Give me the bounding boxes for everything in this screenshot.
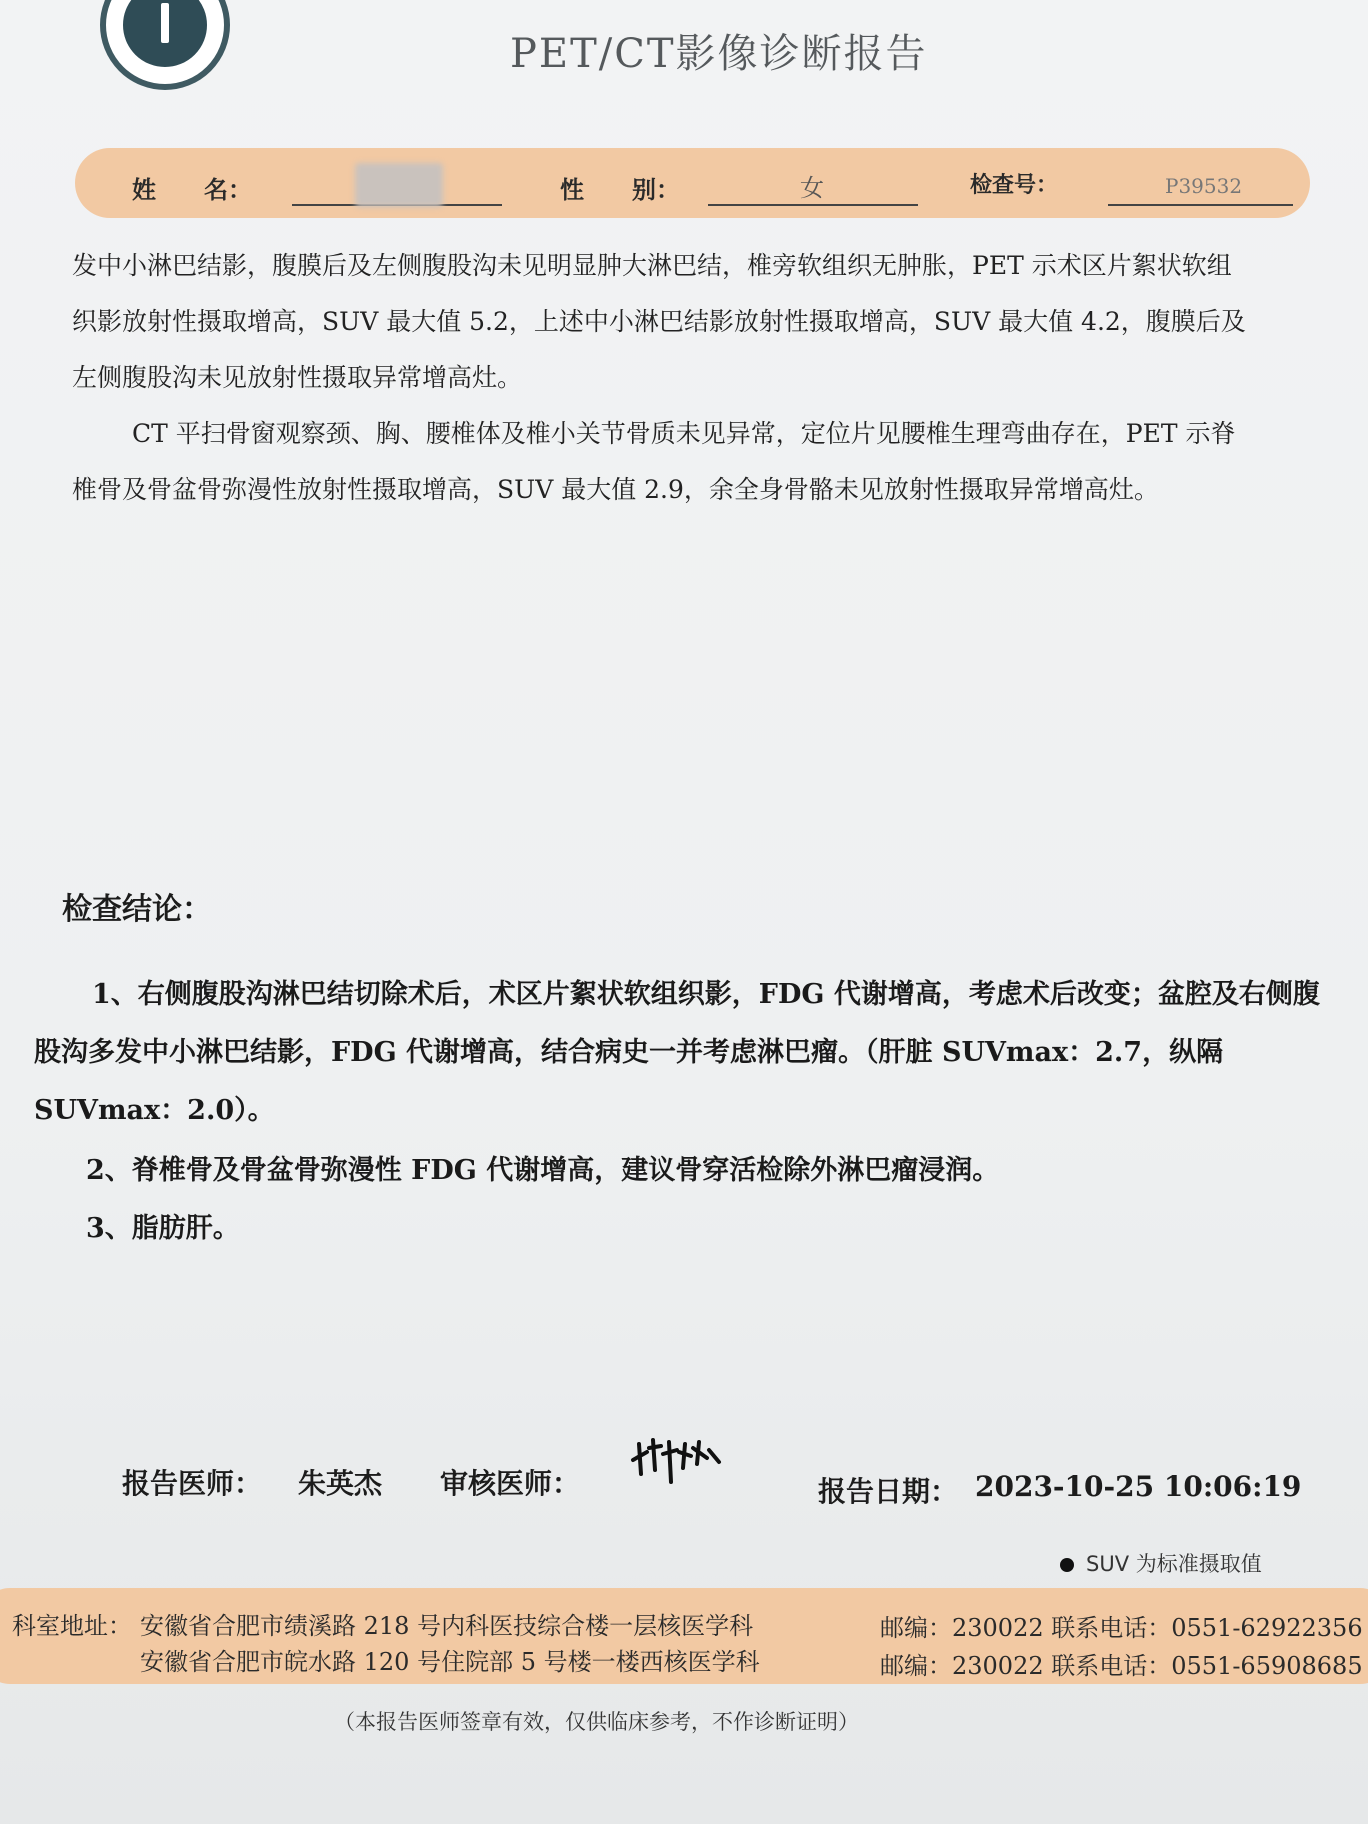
findings-paragraph-2: CT 平扫骨窗观察颈、胸、腰椎体及椎小关节骨质未见异常，定位片见腰椎生理弯曲存在，PET 示脊椎骨及骨盆骨弥漫性放射性摄取增高，SUV 最大值 2.9，余全身骨骼未见放射性摄取异常增高灶。	[72, 419, 1236, 504]
reporter-name: 朱英杰	[298, 1467, 383, 1500]
conclusion-item-3: 3、脂肪肝。	[86, 1213, 240, 1244]
disclaimer: （本报告医师签章有效，仅供临床参考，不作诊断证明）	[334, 1710, 859, 1734]
report-date-label: 报告日期：	[818, 1475, 959, 1508]
reviewer-label: 审核医师：	[440, 1467, 581, 1500]
address-label: 科室地址：	[12, 1612, 132, 1640]
contact-line-1: 邮编：230022 联系电话：0551-62922356	[880, 1614, 1363, 1642]
gender-value: 女	[800, 174, 824, 202]
conclusion-item-2: 2、脊椎骨及骨盆骨弥漫性 FDG 代谢增高，建议骨穿活检除外淋巴瘤浸润。	[86, 1155, 1000, 1186]
reviewer-signature	[625, 1430, 725, 1490]
address-line-1: 安徽省合肥市绩溪路 218 号内科医技综合楼一层核医学科	[140, 1612, 754, 1640]
conclusion-title: 检查结论：	[62, 892, 212, 927]
findings-paragraph-1: 发中小淋巴结影，腹膜后及左侧腹股沟未见明显肿大淋巴结，椎旁软组织无肿胀，PET 示术区片絮状软组织影放射性摄取增高，SUV 最大值 5.2，上述中小淋巴结影放射性摄取增高，SUV 最大值 4.2，腹膜后及左侧腹股沟未见放射性摄取异常增高灶。	[72, 251, 1246, 392]
conclusion-item-1: 1、右侧腹股沟淋巴结切除术后，术区片絮状软组织影，FDG 代谢增高，考虑术后改变；盆腔及右侧腹股沟多发中小淋巴结影，FDG 代谢增高，结合病史一并考虑淋巴瘤。（肝脏 SUVmax：2.7，纵隔 SUVmax：2.0）。	[34, 979, 1320, 1126]
address-line-2: 安徽省合肥市皖水路 120 号住院部 5 号楼一楼西核医学科	[140, 1648, 760, 1676]
contact-line-2: 邮编：230022 联系电话：0551-65908685	[880, 1652, 1363, 1680]
suv-note	[1060, 1548, 1262, 1578]
hospital-seal-logo	[100, 0, 230, 90]
bullet-dot-icon	[1060, 1558, 1074, 1572]
seal-emblem-icon	[120, 0, 210, 70]
redacted-name	[355, 163, 443, 207]
exam-no-label: 检查号：	[970, 173, 1059, 198]
report-date-value: 2023-10-25 10:06:19	[975, 1470, 1302, 1503]
exam-no-value: P39532	[1165, 174, 1243, 198]
suv-note-text: SUV 为标准摄取值	[1086, 1552, 1262, 1576]
report-title: PET/CT影像诊断报告	[510, 31, 928, 77]
reporter-label: 报告医师：	[122, 1467, 263, 1500]
gender-label: 性 别：	[560, 176, 680, 204]
name-label: 姓 名：	[132, 176, 252, 204]
